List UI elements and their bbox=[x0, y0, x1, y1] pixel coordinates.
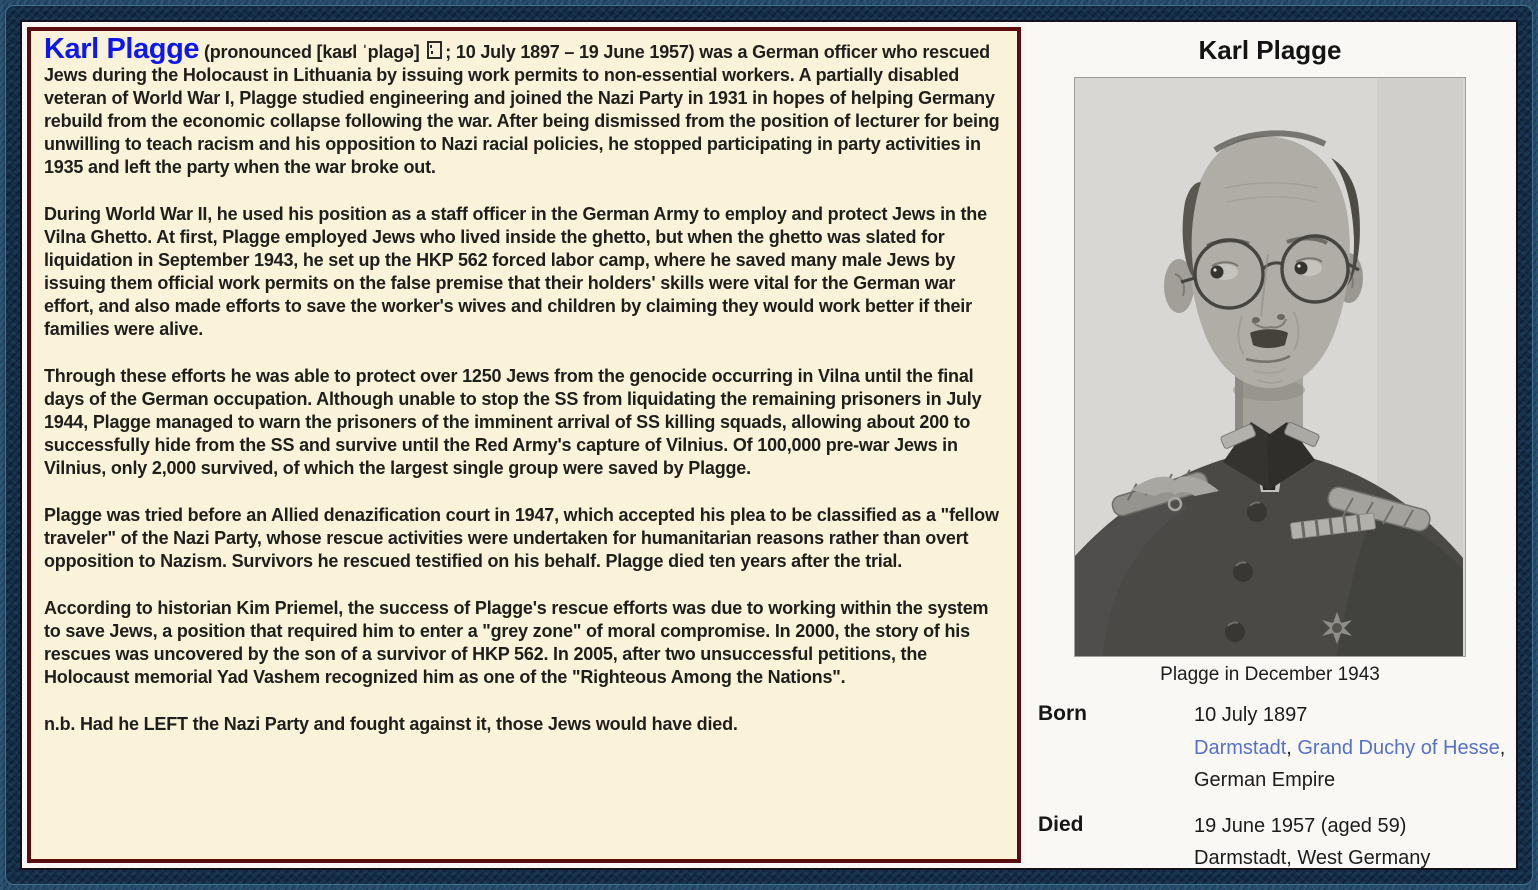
portrait-photo bbox=[1074, 77, 1466, 657]
died-place: Darmstadt, West Germany bbox=[1194, 847, 1431, 869]
article-paragraph: Through these efforts he was able to protect over 1250 Jews from the genocide occurring in Vilna until the final days of the German occupation. Although unable to stop the SS from liquidating the remaining prisoners in July 1944, Plagge managed to warn the prisoners of the imminent arrival of SS killing squads, allowing about 200 to successfully hide from the SS and survive until the Red Army's capture of Vilnius. Of 100,000 pre-war Jews in Vilnius, only 2,000 survived, of which the largest single group were saved by Plagge. bbox=[44, 366, 982, 478]
pronunciation-text: (pronounced [kaʁl ˈplagə] bbox=[199, 42, 425, 62]
article-intro-paragraph bbox=[44, 33, 1004, 179]
article-panel bbox=[27, 27, 1021, 863]
infobox bbox=[1026, 22, 1514, 868]
infobox-title: Karl Plagge bbox=[1198, 35, 1342, 65]
born-label: Born bbox=[1038, 702, 1087, 725]
link-darmstadt[interactable]: Darmstadt bbox=[1194, 736, 1287, 759]
intro-text: ; 10 July 1897 – 19 June 1957) was a German officer who rescued Jews during the Holocaust in Lithuania by issuing work permits to non-essential workers. A partially disabled veteran of World War I, Plagge studied engineering and joined the Nazi Party in 1931 in hopes of helping Germany rebuild from the economic collapse following the war. After being dismissed from the position of lecturer for being unwilling to teach racism and his opposition to Nazi racial policies, he stopped participating in party activities in 1935 and left the party when the war broke out. bbox=[44, 42, 1000, 177]
portrait-photo-svg bbox=[1075, 78, 1463, 656]
photo-caption: Plagge in December 1943 bbox=[1160, 664, 1380, 685]
nb-note: n.b. Had he LEFT the Nazi Party and fought against it, those Jews would have died. bbox=[44, 714, 738, 734]
audio-placeholder-icon bbox=[427, 41, 442, 59]
born-separator: , bbox=[1286, 736, 1298, 759]
article-paragraph: Plagge was tried before an Allied denazification court in 1947, which accepted his plea to be classified as a "fellow traveler" of the Nazi Party, whose rescue activities were undertaken for humanitarian reasons rather than overt opposition to Nazism. Survivors he rescued testified on his behalf. Plagge died ten years after the trial. bbox=[44, 505, 999, 571]
born-place-rest: , German Empire bbox=[1194, 736, 1506, 791]
died-label: Died bbox=[1038, 812, 1084, 836]
link-grand-duchy-of-hesse[interactable]: Grand Duchy of Hesse bbox=[1297, 736, 1500, 759]
infobox-row-born bbox=[1026, 699, 1514, 797]
born-date: 10 July 1897 bbox=[1194, 704, 1308, 726]
article-paragraph: According to historian Kim Priemel, the success of Plagge's rescue efforts was due to working within the system to save Jews, a position that required him to enter a "grey zone" of moral compromise. In 2000, the story of his rescues was uncovered by the son of a survivor of HKP 562. In 2005, after two unsuccessful petitions, the Holocaust memorial Yad Vashem recognized him as one of the "Righteous Among the Nations". bbox=[44, 598, 989, 687]
article-title-link[interactable]: Karl Plagge bbox=[44, 33, 200, 65]
died-value bbox=[1194, 810, 1514, 875]
content-panel bbox=[20, 20, 1518, 870]
infobox-row-died bbox=[1026, 810, 1514, 875]
article-paragraph: During World War II, he used his position as a staff officer in the German Army to employ and protect Jews in the Vilna Ghetto. At first, Plagge employed Jews who lived inside the ghetto, but when the ghetto was slated for liquidation in September 1943, he set up the HKP 562 forced labor camp, where he saved many male Jews by issuing them official work permits on the false premise that their holders' skills were vital for the German war effort, and also made efforts to save the worker's wives and children by claiming they would work better if their families were alive. bbox=[44, 204, 987, 339]
born-value bbox=[1194, 699, 1514, 797]
died-date: 19 June 1957 (aged 59) bbox=[1194, 814, 1407, 837]
